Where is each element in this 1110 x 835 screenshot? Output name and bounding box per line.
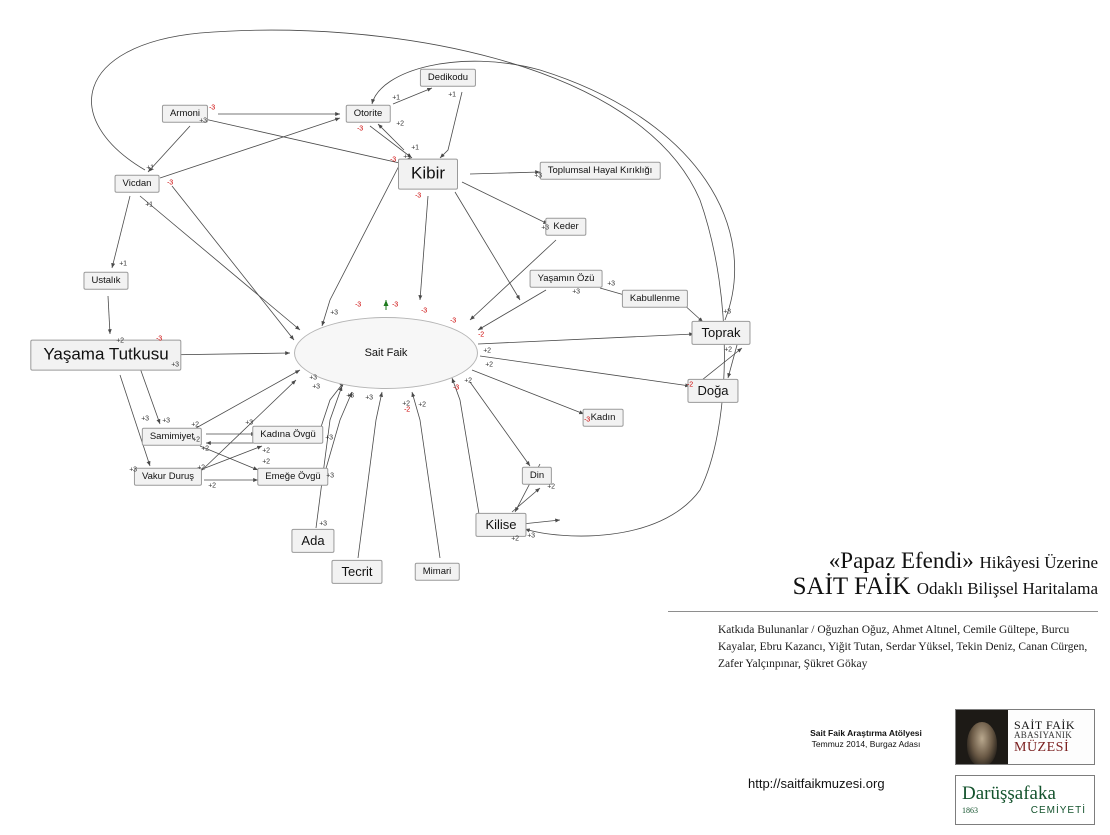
node-doga[interactable] bbox=[687, 379, 738, 403]
node-keder[interactable] bbox=[545, 218, 586, 236]
sait-faik-museum-logo bbox=[955, 709, 1095, 765]
node-label: Ustalık bbox=[91, 274, 121, 286]
caption-title-main: SAİT FAİK bbox=[792, 573, 911, 601]
node-yasama-tutkusu[interactable] bbox=[30, 337, 181, 371]
darussafaka-society: CEMİYETİ bbox=[1030, 805, 1086, 816]
edge-weight-label: -3 bbox=[392, 301, 398, 309]
edge-weight-label: +2 bbox=[208, 482, 216, 490]
darussafaka-sub-row bbox=[962, 805, 1094, 816]
caption-title-quote: «Papaz Efendi» bbox=[828, 548, 974, 573]
node-label: Vakur Duruş bbox=[141, 470, 195, 482]
node-toprak[interactable] bbox=[691, 321, 750, 345]
edge-weight-label: +3 bbox=[607, 280, 615, 288]
edge-weight-label: +2 bbox=[402, 400, 410, 408]
node-label: Keder bbox=[553, 220, 579, 232]
edge-weight-label: +3 bbox=[129, 466, 137, 474]
caption-divider bbox=[668, 611, 1098, 612]
edge-weight-label: +2 bbox=[116, 337, 124, 345]
node-vicdan[interactable] bbox=[115, 175, 160, 193]
caption-block bbox=[668, 548, 1098, 672]
museum-logo-line-2: ABASIYANIK bbox=[1014, 730, 1073, 741]
node-kabullenme[interactable] bbox=[622, 290, 688, 308]
edge-weight-label: -3 bbox=[584, 416, 590, 424]
darussafaka-name: Darüşşafaka bbox=[962, 783, 1056, 804]
contributors-text: Katkıda Bulunanlar / Oğuzhan Oğuz, Ahmet Altınel, Cemile Gültepe, Burcu Kayalar, Ebru Kazancı, Yiğit Tutan, Serdar Yüksel, Tekin Deniz, Canan Cürgen, Zafer Yalçınpınar, Şükret Gökay bbox=[718, 624, 1088, 670]
edge-weight-label: +3 bbox=[365, 394, 373, 402]
node-tecrit[interactable] bbox=[331, 560, 382, 584]
edge-weight-label: +3 bbox=[326, 472, 334, 480]
credits-date-place: Temmuz 2014, Burgaz Adası bbox=[811, 739, 921, 750]
edge-weight-label: +3 bbox=[245, 419, 253, 427]
edge-weight-label: +2 bbox=[483, 347, 491, 355]
edge-weight-label: +1 bbox=[145, 201, 153, 209]
museum-logo-line-1: SAİT FAİK bbox=[1014, 717, 1076, 732]
node-label: Samimiyet bbox=[149, 430, 195, 442]
edge-weight-label: +1 bbox=[146, 164, 154, 172]
museum-logo-text bbox=[1008, 710, 1094, 764]
node-kadina-ovgu[interactable] bbox=[252, 426, 323, 444]
node-din[interactable] bbox=[522, 467, 552, 485]
edge-weight-label: +2 bbox=[197, 464, 205, 472]
edge-weight-label: +3 bbox=[325, 434, 333, 442]
node-label: Kibir bbox=[410, 163, 446, 183]
node-otorite[interactable] bbox=[346, 105, 391, 123]
edge-weight-label: -3 bbox=[390, 156, 396, 164]
edge-weight-label: +3 bbox=[723, 308, 731, 316]
edge-weight-label: -2 bbox=[687, 381, 693, 389]
edge-weight-label: +3 bbox=[162, 417, 170, 425]
node-label: Yaşamın Özü bbox=[537, 272, 595, 284]
node-label: Mimari bbox=[422, 565, 452, 577]
node-dedikodu[interactable] bbox=[420, 69, 476, 87]
edge-weight-label: -3 bbox=[450, 317, 456, 325]
edge-weight-label: -3 bbox=[357, 125, 363, 133]
edge-weight-label: +1 bbox=[448, 91, 456, 99]
edge-weight-label: -3 bbox=[415, 192, 421, 200]
edge-weight-label: +1 bbox=[119, 260, 127, 268]
edge-weight-label: -3 bbox=[209, 104, 215, 112]
edge-weight-label: +2 bbox=[396, 120, 404, 128]
edge-weight-label: +3 bbox=[541, 224, 549, 232]
edge-weight-label: +3 bbox=[572, 288, 580, 296]
edge-weight-label: +1 bbox=[392, 94, 400, 102]
edge-weight-label: +2 bbox=[724, 346, 732, 354]
edge-weight-label: +3 bbox=[330, 309, 338, 317]
portrait-icon bbox=[956, 710, 1008, 764]
edge-weight-label: +2 bbox=[262, 458, 270, 466]
edge-weight-label: +2 bbox=[262, 447, 270, 455]
node-label: Otorite bbox=[353, 107, 383, 119]
node-label: Sait Faik bbox=[364, 346, 408, 359]
caption-title-line-2 bbox=[668, 572, 1098, 602]
node-label: Din bbox=[529, 469, 545, 481]
museum-logo-line-3: MÜZESİ bbox=[1014, 739, 1070, 755]
edge-weight-label: -2 bbox=[404, 406, 410, 414]
edge-weight-label: -3 bbox=[453, 384, 459, 392]
edge-weight-label: -3 bbox=[421, 307, 427, 315]
node-label: Yaşama Tutkusu bbox=[43, 344, 169, 364]
node-label: Doğa bbox=[697, 382, 729, 398]
edge-weight-label: -3 bbox=[156, 335, 162, 343]
edge-weight-label: +2 bbox=[547, 483, 555, 491]
edge-weight-label: +2 bbox=[192, 436, 200, 444]
edge-weight-label: +2 bbox=[511, 535, 519, 543]
node-emege-ovgu[interactable] bbox=[257, 468, 328, 486]
node-ada[interactable] bbox=[291, 529, 334, 553]
node-label: Armoni bbox=[169, 107, 201, 119]
node-sait-faik[interactable] bbox=[294, 317, 478, 389]
node-mimari[interactable] bbox=[415, 563, 460, 581]
edge-weight-label: +2 bbox=[464, 377, 472, 385]
edge-weight-label: +3 bbox=[346, 392, 354, 400]
node-yasamin-ozu[interactable] bbox=[530, 270, 603, 288]
edge-weight-label: +2 bbox=[485, 361, 493, 369]
darussafaka-year: 1863 bbox=[962, 806, 978, 815]
node-label: Vicdan bbox=[122, 177, 152, 189]
edge-weight-label: +3 bbox=[309, 374, 317, 382]
website-url[interactable]: http://saitfaikmuzesi.org bbox=[748, 776, 885, 791]
node-label: Toprak bbox=[701, 324, 741, 340]
credits-block bbox=[786, 728, 946, 751]
node-label: Kadın bbox=[590, 411, 616, 423]
node-label: Dedikodu bbox=[427, 71, 469, 83]
credits-atelier: Sait Faik Araştırma Atölyesi bbox=[810, 728, 922, 738]
node-ustalik[interactable] bbox=[83, 272, 128, 290]
darussafaka-logo bbox=[955, 775, 1095, 825]
edge-weight-label: +3 bbox=[199, 117, 207, 125]
node-kilise[interactable] bbox=[475, 513, 526, 537]
node-label: Toplumsal Hayal Kırıklığı bbox=[547, 164, 653, 176]
node-label: Ada bbox=[301, 532, 325, 548]
edge-weight-label: -3 bbox=[167, 179, 173, 187]
node-vakur-durus[interactable] bbox=[134, 468, 202, 486]
node-label: Tecrit bbox=[341, 563, 373, 579]
node-toplumsal-hayal-kirikligi[interactable] bbox=[540, 162, 661, 180]
edge-weight-label: +1 bbox=[411, 144, 419, 152]
edge-weight-label: +2 bbox=[191, 421, 199, 429]
edge-weight-label: +3 bbox=[171, 361, 179, 369]
edge-weight-label: +3 bbox=[312, 383, 320, 391]
node-kibir[interactable] bbox=[398, 159, 458, 190]
edge-weight-label: +2 bbox=[418, 401, 426, 409]
edge-weight-label: -2 bbox=[478, 331, 484, 339]
node-label: Kabullenme bbox=[629, 292, 681, 304]
caption-title-rest: Hikâyesi Üzerine bbox=[979, 553, 1098, 572]
caption-title-subtitle: Odaklı Bilişsel Haritalama bbox=[916, 579, 1098, 599]
edge-weight-label: +2 bbox=[201, 445, 209, 453]
edge-weight-label: +3 bbox=[319, 520, 327, 528]
edge-weight-label: +3 bbox=[527, 532, 535, 540]
edge-weight-label: +3 bbox=[141, 415, 149, 423]
caption-title-line-1 bbox=[668, 548, 1098, 574]
node-label: Kadına Övgü bbox=[260, 428, 316, 440]
node-label: Emeğe Övgü bbox=[265, 470, 321, 482]
node-label: Kilise bbox=[485, 516, 517, 532]
edge-weight-label: -3 bbox=[355, 301, 361, 309]
edge-weight-label: +3 bbox=[534, 172, 542, 180]
edge-weight-label: +1 bbox=[403, 153, 411, 161]
